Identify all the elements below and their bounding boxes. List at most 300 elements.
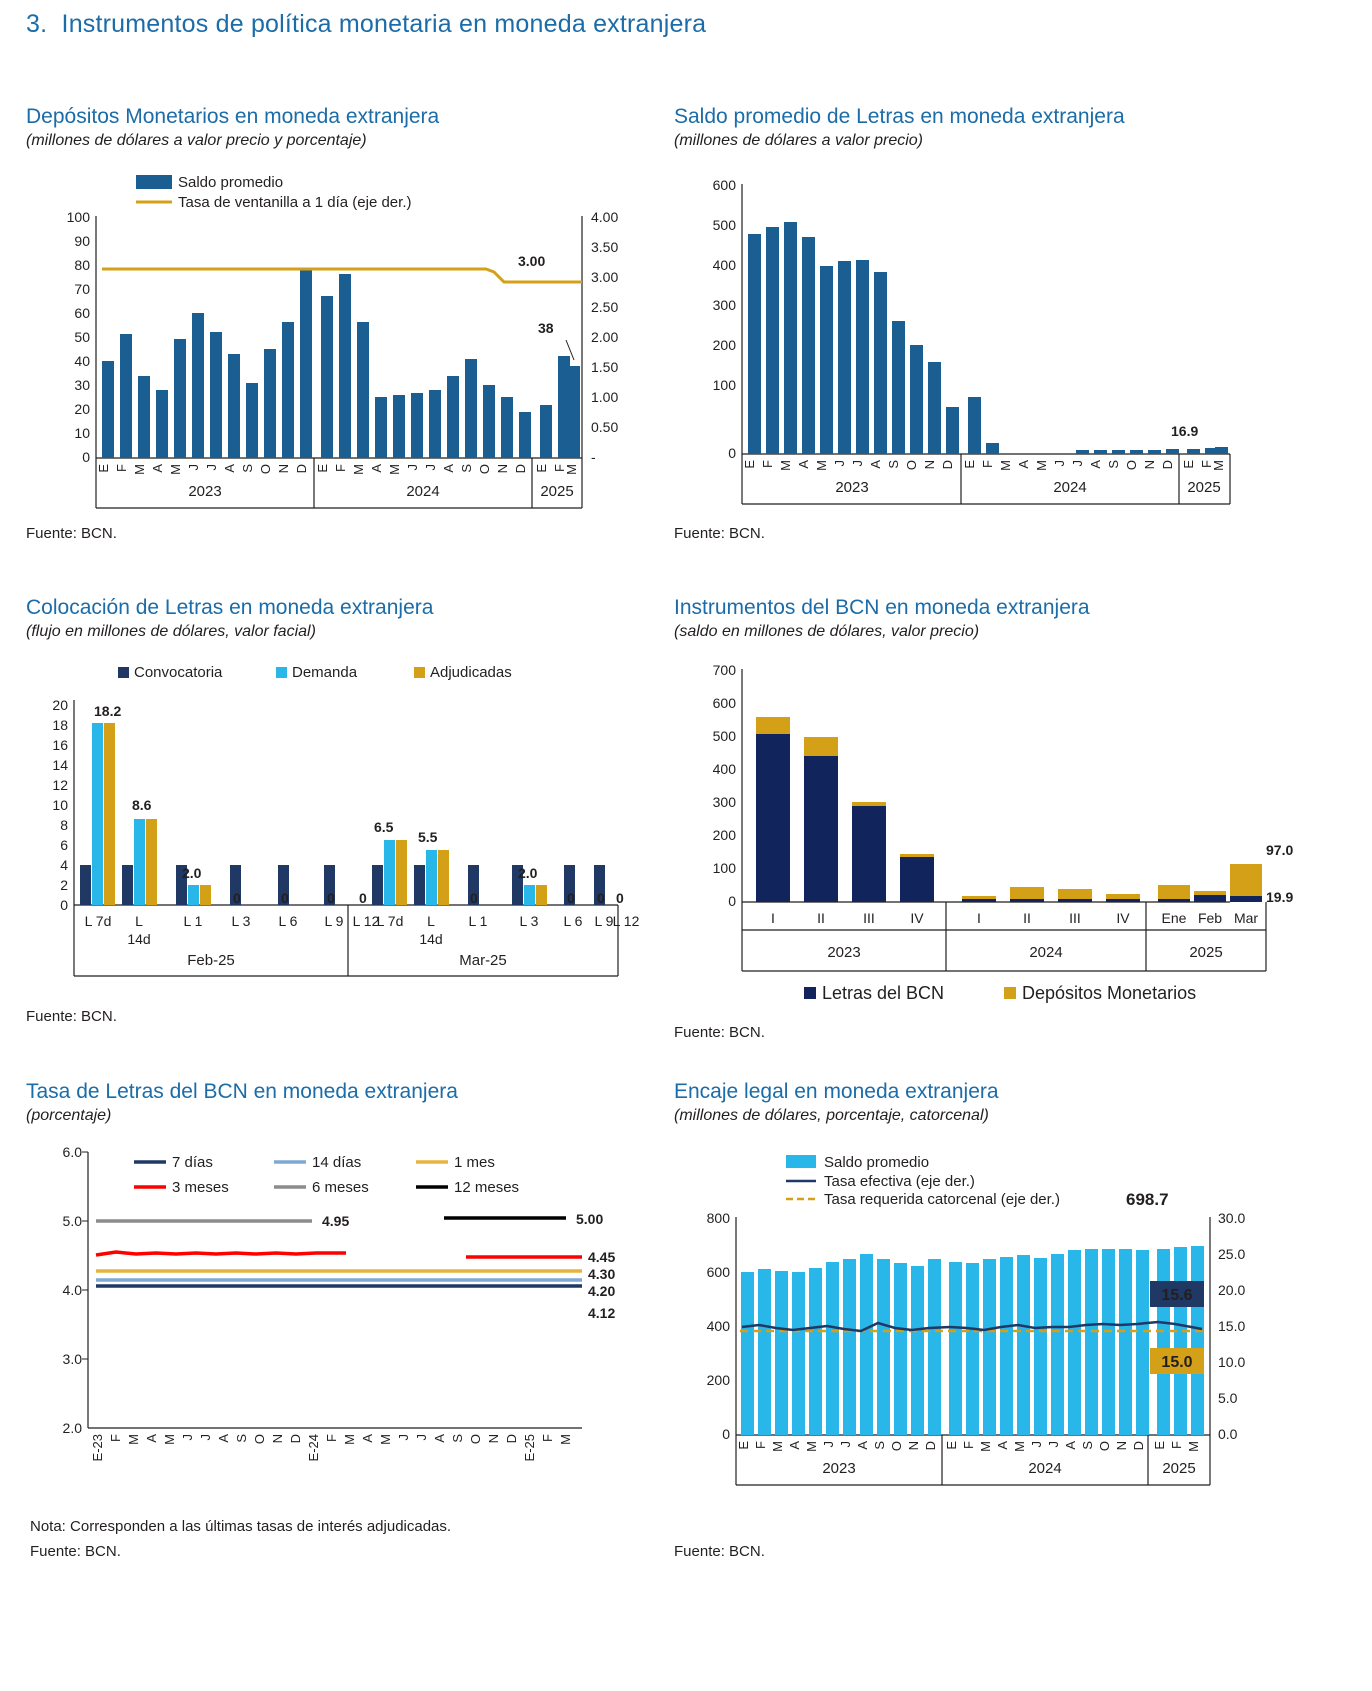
svg-text:A: A	[360, 1434, 375, 1443]
svg-text:100: 100	[712, 377, 736, 393]
svg-text:D: D	[288, 1434, 303, 1444]
legend-swatch-letras-bcn	[804, 987, 816, 999]
svg-text:E: E	[1152, 1441, 1167, 1450]
annotation-7-dias: 4.12	[588, 1305, 616, 1321]
svg-text:N: N	[270, 1434, 285, 1444]
svg-text:A: A	[796, 460, 811, 469]
svg-text:0: 0	[567, 890, 575, 906]
panel-depositos	[26, 105, 646, 150]
legend-swatch-depositos-monetarios	[1004, 987, 1016, 999]
legend-label-3-meses: 3 meses	[172, 1179, 229, 1196]
svg-text:50: 50	[74, 329, 90, 345]
svg-text:L 1: L 1	[468, 913, 488, 929]
svg-text:A: A	[441, 464, 456, 473]
svg-text:E-25: E-25	[522, 1434, 537, 1462]
svg-text:N: N	[1114, 1441, 1129, 1451]
svg-text:F: F	[1199, 460, 1214, 468]
svg-text:400: 400	[706, 1318, 730, 1334]
svg-text:M: M	[378, 1434, 393, 1445]
svg-text:40: 40	[74, 353, 90, 369]
svg-text:N: N	[922, 460, 937, 470]
svg-text:700: 700	[712, 662, 736, 678]
svg-text:Ene: Ene	[1161, 910, 1187, 926]
svg-text:J: J	[1029, 1441, 1044, 1448]
svg-text:A: A	[222, 464, 237, 473]
legend-swatch-convocatoria	[118, 667, 129, 678]
svg-text:M: M	[126, 1434, 141, 1445]
source-depositos: Fuente: BCN.	[26, 525, 117, 542]
svg-text:F: F	[114, 464, 129, 472]
legend-swatch-adjudicadas	[414, 667, 425, 678]
svg-text:F: F	[108, 1434, 123, 1442]
panel-tasa-letras	[26, 1080, 646, 1125]
svg-text:D: D	[940, 460, 955, 470]
annotation-depositos: 97.0	[1266, 842, 1294, 858]
svg-text:0: 0	[82, 449, 90, 465]
svg-text:M: M	[132, 464, 147, 475]
svg-text:L 12: L 12	[612, 913, 640, 929]
legend-label-demanda: Demanda	[292, 664, 358, 681]
svg-text:L 7d: L 7d	[376, 913, 404, 929]
panel-encaje	[674, 1080, 1314, 1125]
svg-text:30: 30	[74, 377, 90, 393]
svg-text:600: 600	[712, 695, 736, 711]
svg-text:400: 400	[712, 257, 736, 273]
chart-tasa-letras	[26, 1140, 646, 1540]
svg-text:500: 500	[712, 217, 736, 233]
svg-text:N: N	[486, 1434, 501, 1444]
svg-text:A: A	[369, 464, 384, 473]
svg-text:300: 300	[712, 794, 736, 810]
bars-instrumentos	[756, 717, 1262, 902]
annotation-last-bar: 38	[538, 320, 554, 336]
panel-saldo-letras-title: Saldo promedio de Letras en moneda extranjera	[674, 105, 1125, 128]
svg-text:E: E	[962, 460, 977, 469]
axis-x-months	[742, 460, 1226, 471]
svg-text:A: A	[868, 460, 883, 469]
svg-text:90: 90	[74, 233, 90, 249]
axis-y-right	[591, 209, 618, 465]
svg-text:E-24: E-24	[306, 1434, 321, 1462]
svg-text:3.0: 3.0	[62, 1351, 82, 1367]
svg-text:N: N	[495, 464, 510, 474]
svg-text:F: F	[980, 460, 995, 468]
svg-text:E: E	[736, 1441, 751, 1450]
legend-label-saldo-promedio: Saldo promedio	[178, 174, 284, 191]
svg-text:14d: 14d	[127, 931, 151, 947]
svg-text:J: J	[423, 464, 438, 471]
svg-text:10.0: 10.0	[1218, 1354, 1246, 1370]
svg-text:2.50: 2.50	[591, 299, 619, 315]
group-label-2025: 2025	[540, 483, 574, 500]
svg-text:J: J	[1052, 460, 1067, 467]
svg-text:0.0: 0.0	[1218, 1426, 1238, 1442]
svg-text:0: 0	[233, 890, 241, 906]
svg-text:A: A	[1088, 460, 1103, 469]
svg-text:200: 200	[706, 1372, 730, 1388]
svg-text:0: 0	[728, 445, 736, 461]
svg-text:30.0: 30.0	[1218, 1210, 1246, 1226]
legend-label-convocatoria: Convocatoria	[134, 664, 223, 681]
svg-text:2.0: 2.0	[518, 865, 538, 881]
annotation-last: 16.9	[1171, 423, 1199, 439]
group-label-2024: 2024	[1053, 479, 1087, 496]
svg-text:E: E	[534, 464, 549, 473]
svg-text:500: 500	[712, 728, 736, 744]
group-label-feb25: Feb-25	[187, 952, 235, 969]
svg-text:IV: IV	[1116, 910, 1130, 926]
svg-text:A: A	[144, 1434, 159, 1443]
svg-text:A: A	[1063, 1441, 1078, 1450]
svg-text:M: M	[770, 1441, 785, 1452]
axis-y-right	[1218, 1210, 1245, 1442]
svg-text:M: M	[998, 460, 1013, 471]
svg-text:0: 0	[359, 890, 367, 906]
legend-label-7-dias: 7 días	[172, 1154, 213, 1171]
svg-text:18.2: 18.2	[94, 703, 122, 719]
axis-y-left	[63, 1144, 83, 1436]
panel-instrumentos-subtitle: (saldo en millones de dólares, valor precio)	[674, 623, 980, 641]
group-label-2025: 2025	[1187, 479, 1221, 496]
data-labels	[94, 703, 624, 906]
svg-text:M: M	[558, 1434, 573, 1445]
page-title-text: Instrumentos de política monetaria en moneda extranjera	[61, 10, 707, 38]
svg-text:S: S	[240, 464, 255, 473]
svg-text:F: F	[552, 464, 567, 472]
legend-label-1-mes: 1 mes	[454, 1154, 495, 1171]
svg-text:Feb: Feb	[1197, 910, 1223, 926]
svg-text:L 9: L 9	[324, 913, 344, 929]
axis-x-quarters	[771, 910, 1258, 926]
svg-text:F: F	[1169, 1441, 1184, 1449]
svg-text:400: 400	[712, 761, 736, 777]
svg-text:600: 600	[706, 1264, 730, 1280]
panel-encaje-subtitle: (millones de dólares, porcentaje, catorcenal)	[674, 1107, 989, 1125]
svg-text:4.00: 4.00	[591, 209, 619, 225]
svg-text:S: S	[1080, 1441, 1095, 1450]
svg-text:2.0: 2.0	[62, 1420, 82, 1436]
axis-y-left	[67, 209, 91, 465]
svg-text:E: E	[1181, 460, 1196, 469]
source-tasa-letras: Fuente: BCN.	[30, 1543, 121, 1560]
svg-text:3.50: 3.50	[591, 239, 619, 255]
svg-text:300: 300	[712, 297, 736, 313]
svg-text:8: 8	[60, 817, 68, 833]
svg-text:2.0: 2.0	[182, 865, 202, 881]
svg-text:L 1: L 1	[183, 913, 203, 929]
svg-text:3.00: 3.00	[591, 269, 619, 285]
svg-text:J: J	[204, 464, 219, 471]
panel-colocacion-title: Colocación de Letras en moneda extranjera	[26, 596, 434, 619]
svg-text:A: A	[432, 1434, 447, 1443]
legend-label-6-meses: 6 meses	[312, 1179, 369, 1196]
svg-text:M: M	[1034, 460, 1049, 471]
svg-text:E: E	[742, 460, 757, 469]
svg-text:N: N	[276, 464, 291, 474]
svg-text:4: 4	[60, 857, 68, 873]
annotation-6-meses: 4.95	[322, 1213, 350, 1229]
page-title	[26, 10, 706, 39]
svg-text:1.00: 1.00	[591, 389, 619, 405]
legend-label-tasa-requerida: Tasa requerida catorcenal (eje der.)	[824, 1191, 1060, 1208]
svg-text:D: D	[294, 464, 309, 474]
chart-colocacion	[26, 658, 646, 1048]
legend-label-tasa-efectiva: Tasa efectiva (eje der.)	[824, 1173, 975, 1190]
chart-depositos	[26, 168, 646, 568]
svg-text:6: 6	[60, 837, 68, 853]
svg-text:J: J	[838, 1441, 853, 1448]
axis-y-left	[707, 1210, 731, 1442]
svg-text:O: O	[1097, 1441, 1112, 1452]
group-label-2023: 2023	[188, 483, 222, 500]
svg-text:M: M	[342, 1434, 357, 1445]
axis-x-months	[736, 1441, 1201, 1452]
svg-text:F: F	[961, 1441, 976, 1449]
svg-text:2.00: 2.00	[591, 329, 619, 345]
svg-text:S: S	[886, 460, 901, 469]
svg-text:20.0: 20.0	[1218, 1282, 1246, 1298]
svg-text:A: A	[855, 1441, 870, 1450]
svg-text:L 3: L 3	[231, 913, 251, 929]
svg-text:M: M	[564, 464, 579, 475]
svg-text:L 6: L 6	[563, 913, 583, 929]
svg-text:A: A	[150, 464, 165, 473]
annotation-3-meses: 4.45	[588, 1249, 616, 1265]
svg-text:14d: 14d	[419, 931, 443, 947]
bars-saldo-promedio	[102, 269, 580, 458]
legend-swatch-saldo-promedio	[786, 1155, 816, 1168]
svg-text:J: J	[832, 460, 847, 467]
svg-text:F: F	[753, 1441, 768, 1449]
panel-depositos-title: Depósitos Monetarios en moneda extranjera	[26, 105, 440, 128]
svg-text:0: 0	[616, 890, 624, 906]
svg-text:E: E	[96, 464, 111, 473]
annotation-letras: 19.9	[1266, 889, 1294, 905]
axis-y-left	[713, 662, 737, 909]
svg-text:S: S	[872, 1441, 887, 1450]
group-label-2024: 2024	[406, 483, 440, 500]
legend-label-depositos-monetarios: Depósitos Monetarios	[1022, 983, 1197, 1003]
svg-text:S: S	[459, 464, 474, 473]
svg-text:D: D	[1131, 1441, 1146, 1451]
page-number: 3.	[26, 10, 48, 38]
svg-text:O: O	[1124, 460, 1139, 471]
panel-saldo-letras	[674, 105, 1314, 150]
svg-text:A: A	[995, 1441, 1010, 1450]
svg-text:6.0: 6.0	[62, 1144, 82, 1160]
svg-text:10: 10	[52, 797, 68, 813]
group-label-2025: 2025	[1189, 944, 1223, 961]
svg-text:25.0: 25.0	[1218, 1246, 1246, 1262]
svg-text:N: N	[906, 1441, 921, 1451]
svg-text:O: O	[477, 464, 492, 475]
svg-text:L 12: L 12	[352, 913, 380, 929]
svg-text:D: D	[513, 464, 528, 474]
svg-text:M: M	[1211, 460, 1226, 471]
svg-text:0.50: 0.50	[591, 419, 619, 435]
svg-text:D: D	[1160, 460, 1175, 470]
svg-text:-: -	[591, 449, 596, 465]
svg-text:L 6: L 6	[278, 913, 298, 929]
group-label-2024: 2024	[1028, 1460, 1062, 1477]
panel-instrumentos	[674, 596, 1314, 641]
svg-text:600: 600	[712, 177, 736, 193]
legend-label-letras-bcn: Letras del BCN	[822, 983, 945, 1003]
svg-text:M: M	[168, 464, 183, 475]
axis-x-months	[96, 464, 579, 475]
group-label-2023: 2023	[835, 479, 869, 496]
svg-text:100: 100	[712, 860, 736, 876]
svg-text:E: E	[315, 464, 330, 473]
svg-text:5.0: 5.0	[62, 1213, 82, 1229]
svg-text:6.5: 6.5	[374, 819, 394, 835]
svg-text:10: 10	[74, 425, 90, 441]
group-label-2023: 2023	[827, 944, 861, 961]
svg-text:J: J	[405, 464, 420, 471]
svg-text:0: 0	[60, 897, 68, 913]
svg-text:0: 0	[728, 893, 736, 909]
source-colocacion: Fuente: BCN.	[26, 1008, 117, 1025]
svg-text:M: M	[804, 1441, 819, 1452]
svg-text:A: A	[216, 1434, 231, 1443]
annotation-1-mes: 4.30	[588, 1266, 616, 1282]
chart-encaje	[674, 1145, 1314, 1545]
annotation-tasa-requerida: 15.0	[1161, 1354, 1193, 1371]
svg-text:I: I	[771, 910, 775, 926]
legend-label-adjudicadas: Adjudicadas	[430, 664, 512, 681]
annotation-12-meses: 5.00	[576, 1211, 604, 1227]
svg-text:S: S	[1106, 460, 1121, 469]
svg-text:20: 20	[52, 697, 68, 713]
svg-text:J: J	[396, 1434, 411, 1441]
svg-text:J: J	[414, 1434, 429, 1441]
svg-text:M: M	[1186, 1441, 1201, 1452]
svg-text:L: L	[427, 913, 435, 929]
svg-text:0: 0	[597, 890, 605, 906]
axis-y-left	[713, 177, 737, 461]
panel-encaje-title: Encaje legal en moneda extranjera	[674, 1080, 999, 1103]
svg-text:A: A	[787, 1441, 802, 1450]
svg-text:F: F	[540, 1434, 555, 1442]
svg-text:J: J	[180, 1434, 195, 1441]
group-label-mar25: Mar-25	[459, 952, 507, 969]
svg-text:E: E	[944, 1441, 959, 1450]
panel-tasa-letras-subtitle: (porcentaje)	[26, 1107, 112, 1125]
bars-encaje	[741, 1246, 1204, 1435]
svg-text:800: 800	[706, 1210, 730, 1226]
svg-text:16: 16	[52, 737, 68, 753]
legend-swatch-demanda	[276, 667, 287, 678]
legend-label-saldo-promedio: Saldo promedio	[824, 1154, 930, 1171]
svg-text:F: F	[760, 460, 775, 468]
svg-text:F: F	[333, 464, 348, 472]
group-label-2024: 2024	[1029, 944, 1063, 961]
svg-text:M: M	[978, 1441, 993, 1452]
legend-label-14-dias: 14 días	[312, 1154, 362, 1171]
legend-label-tasa-ventanilla: Tasa de ventanilla a 1 día (eje der.)	[178, 194, 412, 211]
svg-text:18: 18	[52, 717, 68, 733]
svg-text:II: II	[817, 910, 825, 926]
svg-text:O: O	[252, 1434, 267, 1445]
svg-text:O: O	[468, 1434, 483, 1445]
svg-text:200: 200	[712, 337, 736, 353]
svg-text:5.0: 5.0	[1218, 1390, 1238, 1406]
panel-tasa-letras-title: Tasa de Letras del BCN en moneda extranjera	[26, 1080, 458, 1103]
annotation-14-dias: 4.20	[588, 1283, 616, 1299]
svg-text:5.5: 5.5	[418, 829, 438, 845]
svg-text:1.50: 1.50	[591, 359, 619, 375]
svg-text:E-23: E-23	[90, 1434, 105, 1462]
annotation-saldo: 698.7	[1126, 1190, 1169, 1209]
svg-text:0: 0	[281, 890, 289, 906]
svg-text:0: 0	[470, 890, 478, 906]
chart-instrumentos	[674, 655, 1294, 1055]
axis-x-months	[90, 1434, 573, 1462]
bars-saldo-letras	[748, 222, 1228, 454]
legend-swatch-saldo-promedio	[136, 175, 172, 189]
svg-text:14: 14	[52, 757, 68, 773]
panel-instrumentos-title: Instrumentos del BCN en moneda extranjera	[674, 596, 1090, 619]
group-label-2023: 2023	[822, 1460, 856, 1477]
source-saldo-letras: Fuente: BCN.	[674, 525, 765, 542]
annotation-rate: 3.00	[518, 253, 546, 269]
svg-text:IV: IV	[910, 910, 924, 926]
svg-text:J: J	[1046, 1441, 1061, 1448]
svg-text:200: 200	[712, 827, 736, 843]
svg-text:M: M	[351, 464, 366, 475]
svg-text:D: D	[504, 1434, 519, 1444]
panel-depositos-subtitle: (millones de dólares a valor precio y porcentaje)	[26, 132, 367, 150]
svg-text:20: 20	[74, 401, 90, 417]
panel-colocacion	[26, 596, 646, 641]
panel-colocacion-subtitle: (flujo en millones de dólares, valor facial)	[26, 623, 316, 641]
svg-text:D: D	[923, 1441, 938, 1451]
svg-text:N: N	[1142, 460, 1157, 470]
svg-text:J: J	[198, 1434, 213, 1441]
svg-text:S: S	[234, 1434, 249, 1443]
bars-colocacion-feb	[80, 723, 335, 905]
line-3-meses	[96, 1252, 346, 1255]
svg-text:J: J	[186, 464, 201, 471]
svg-text:M: M	[162, 1434, 177, 1445]
svg-text:15.0: 15.0	[1218, 1318, 1246, 1334]
svg-text:L 7d: L 7d	[84, 913, 112, 929]
panel-saldo-letras-subtitle: (millones de dólares a valor precio)	[674, 132, 923, 150]
svg-text:O: O	[258, 464, 273, 475]
legend-label-12-meses: 12 meses	[454, 1179, 520, 1196]
svg-text:II: II	[1023, 910, 1031, 926]
chart-saldo-letras	[674, 168, 1294, 568]
svg-text:S: S	[450, 1434, 465, 1443]
svg-text:8.6: 8.6	[132, 797, 152, 813]
svg-text:M: M	[778, 460, 793, 471]
svg-text:J: J	[850, 460, 865, 467]
svg-text:O: O	[904, 460, 919, 471]
svg-text:12: 12	[52, 777, 68, 793]
svg-text:O: O	[889, 1441, 904, 1452]
group-label-2025: 2025	[1162, 1460, 1196, 1477]
svg-text:Mar: Mar	[1233, 910, 1259, 926]
svg-text:M: M	[814, 460, 829, 471]
source-encaje: Fuente: BCN.	[674, 1543, 765, 1560]
svg-text:A: A	[1016, 460, 1031, 469]
axis-x-terms	[85, 913, 640, 947]
svg-text:0: 0	[327, 890, 335, 906]
svg-text:2: 2	[60, 877, 68, 893]
svg-text:60: 60	[74, 305, 90, 321]
svg-text:80: 80	[74, 257, 90, 273]
svg-text:F: F	[324, 1434, 339, 1442]
